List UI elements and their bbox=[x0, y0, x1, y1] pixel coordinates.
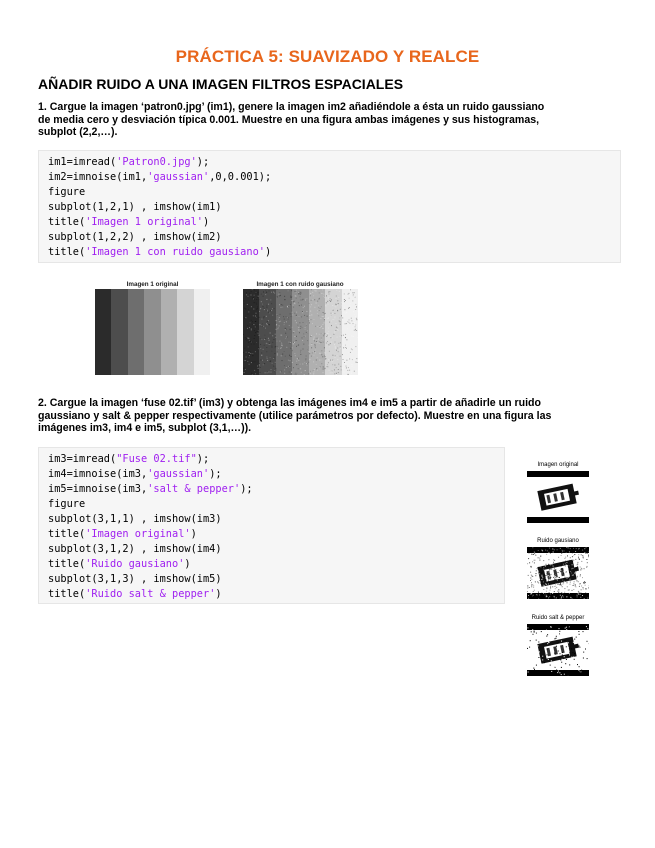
question-2-line: gaussiano y salt & pepper respectivamente (utilice parámetros por defecto). Muestre en una figura las bbox=[38, 409, 552, 422]
code-line: figure bbox=[48, 498, 86, 510]
figure-2-title-gaussian: Ruido gausiano bbox=[537, 538, 579, 544]
figure-2-title-saltpepper: Ruido salt & pepper bbox=[531, 615, 585, 621]
gray-pattern-original bbox=[95, 289, 210, 375]
code-block-2 bbox=[38, 447, 505, 604]
gray-band bbox=[144, 289, 160, 375]
gray-pattern-noisy bbox=[243, 289, 358, 375]
code-line: subplot(3,1,3) , imshow(im5) bbox=[48, 573, 222, 585]
gray-band bbox=[111, 289, 127, 375]
gaussian-noise-overlay bbox=[243, 289, 358, 375]
code-line: im5=imnoise(im3,'salt & pepper'); bbox=[48, 483, 253, 495]
question-2 bbox=[38, 397, 623, 435]
code-line: im2=imnoise(im1,'gaussian',0,0.001); bbox=[48, 171, 272, 183]
code-line: im1=imread('Patron0.jpg'); bbox=[48, 156, 210, 168]
gray-band bbox=[161, 289, 177, 375]
code-line: subplot(3,1,2) , imshow(im4) bbox=[48, 543, 222, 555]
code-line: im3=imread("Fuse 02.tif"); bbox=[48, 453, 210, 465]
code-line: title('Ruido salt & pepper') bbox=[48, 588, 222, 600]
figure-1-left-title: Imagen 1 original bbox=[126, 281, 179, 288]
section-heading: AÑADIR RUIDO A UNA IMAGEN FILTROS ESPACIALES bbox=[38, 76, 404, 92]
code-line: subplot(1,2,2) , imshow(im2) bbox=[48, 231, 222, 243]
question-1-line: de media cero y desviación típica 0.001. Muestre en una figura ambas imágenes y sus histogramas, bbox=[38, 113, 540, 126]
code-line: title('Imagen 1 original') bbox=[48, 216, 210, 228]
fuse-image-gaussian bbox=[527, 547, 589, 599]
code-line: title('Ruido gausiano') bbox=[48, 558, 191, 570]
gray-band bbox=[128, 289, 144, 375]
code-line: title('Imagen original') bbox=[48, 528, 197, 540]
code-line: figure bbox=[48, 186, 86, 198]
fuse-image-saltpepper bbox=[527, 624, 589, 676]
code-line: title('Imagen 1 con ruido gausiano') bbox=[48, 246, 272, 258]
gray-band bbox=[95, 289, 111, 375]
gray-band bbox=[194, 289, 210, 375]
figure-2-title-original: Imagen original bbox=[537, 462, 579, 468]
gray-band bbox=[177, 289, 193, 375]
question-2-line: 2. Cargue la imagen ‘fuse 02.tif’ (im3) y obtenga las imágenes im4 e im5 a partir de añadirle un ruido bbox=[38, 397, 541, 409]
code-block-1 bbox=[38, 150, 621, 263]
code-line: subplot(1,2,1) , imshow(im1) bbox=[48, 201, 222, 213]
page-title: PRÁCTICA 5: SUAVIZADO Y REALCE bbox=[175, 47, 480, 66]
code-line: subplot(3,1,1) , imshow(im3) bbox=[48, 513, 222, 525]
question-1-line: 1. Cargue la imagen ‘patron0.jpg’ (im1), genere la imagen im2 añadiéndole a ésta un ruido gaussiano bbox=[38, 101, 545, 113]
fuse-image-original bbox=[527, 471, 589, 523]
question-1 bbox=[38, 101, 623, 139]
question-1-line: subplot (2,2,…). bbox=[38, 126, 118, 139]
question-2-line: imágenes im3, im4 e im5, subplot (3,1,…)). bbox=[38, 422, 252, 435]
figure-1-right-title: Imagen 1 con ruido gausiano bbox=[256, 281, 344, 288]
code-line: im4=imnoise(im3,'gaussian'); bbox=[48, 468, 222, 480]
